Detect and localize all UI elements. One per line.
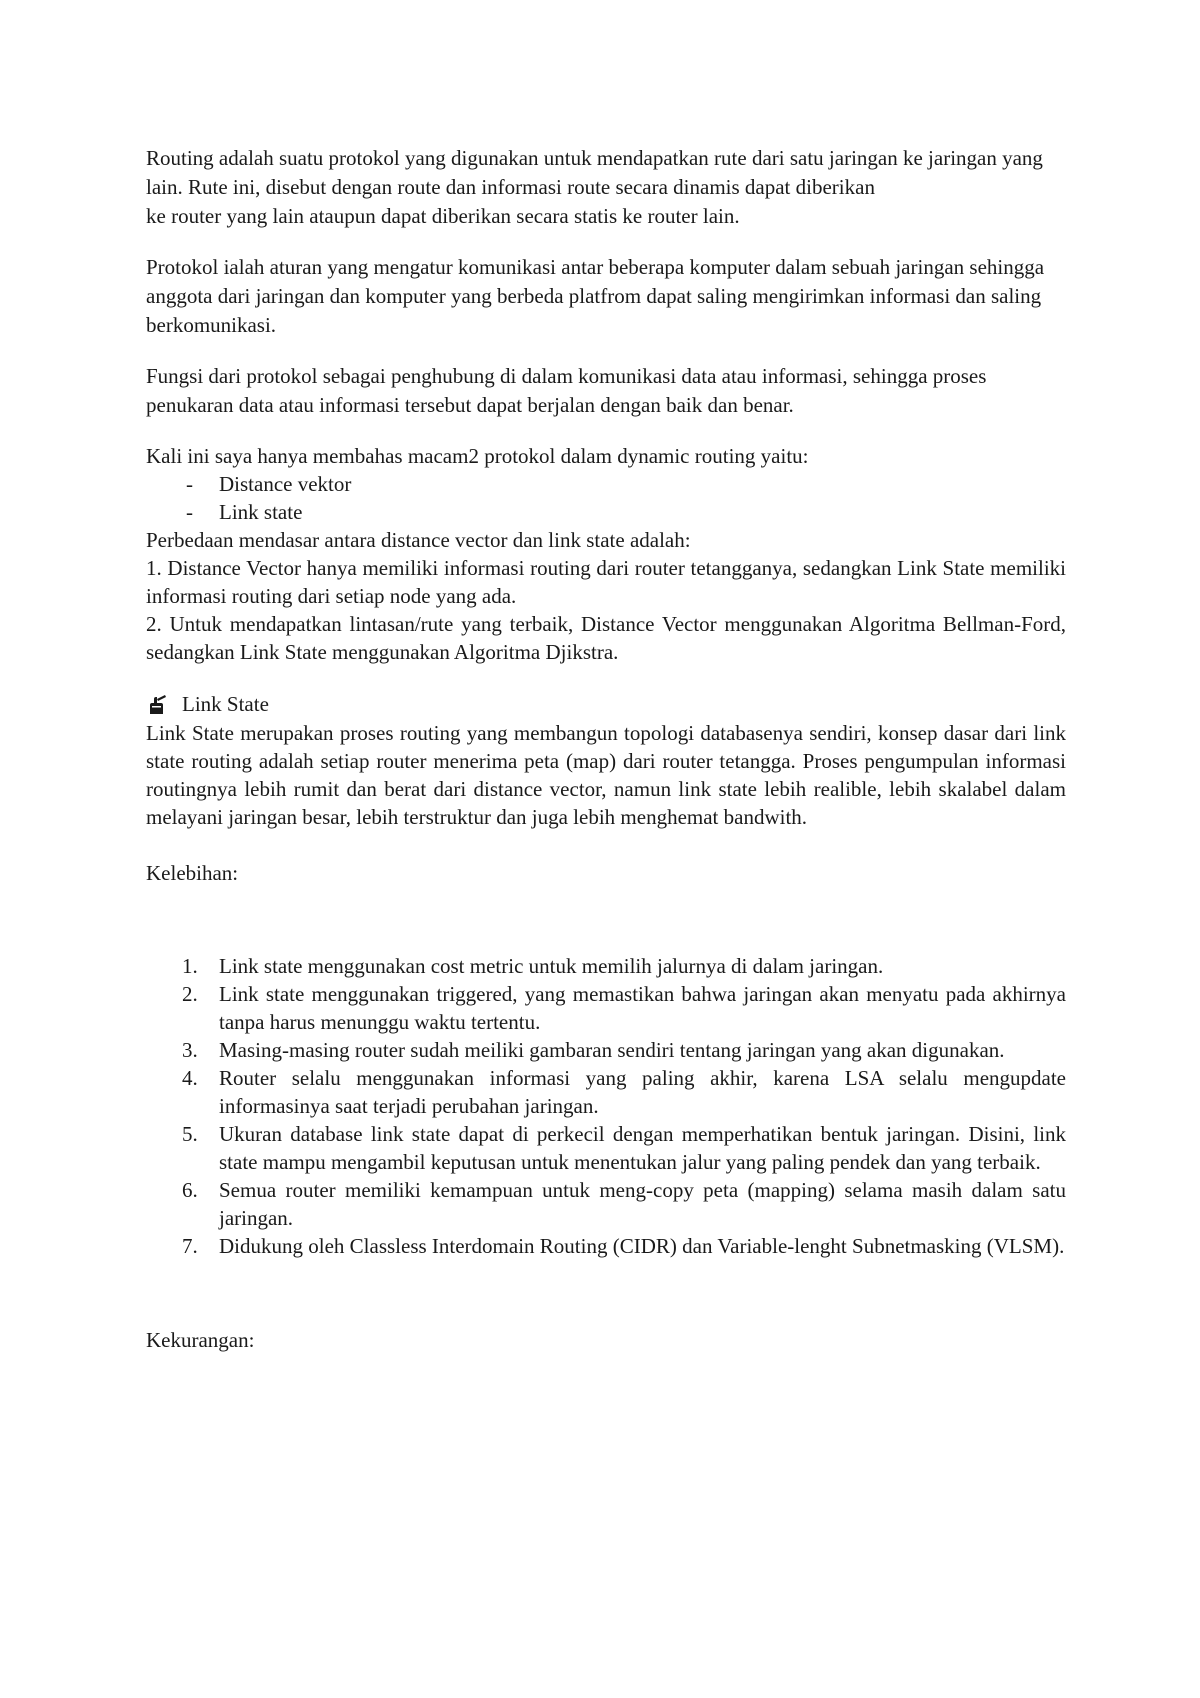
list-item-text: Link state menggunakan cost metric untuk memilih jalurnya di dalam jaringan. [219, 954, 884, 978]
dynamic-routing-intro: Kali ini saya hanya membahas macam2 protokol dalam dynamic routing yaitu: [146, 444, 809, 468]
list-item [146, 470, 1066, 498]
list-item-text: Semua router memiliki kemampuan untuk meng-copy peta (mapping) selama masih dalam satu jaringan. [219, 1178, 1066, 1230]
disadvantages-label: Kekurangan: [146, 1328, 255, 1352]
routing-definition-text-continued: ke router yang lain ataupun dapat diberikan secara statis ke router lain. [146, 204, 740, 228]
link-state-heading-text: Link State [182, 692, 269, 716]
list-item [146, 498, 1066, 526]
list-number: 2. [182, 982, 198, 1006]
link-state-description: Link State merupakan proses routing yang membangun topologi databasenya sendiri, konsep dasar dari link state routing adalah setiap router menerima peta (map) dari router tetangga. Proses pengumpulan informasi routingnya lebih rumit dan berat dari distance vector, namun link state lebih realible, lebih skalabel dalam melayani jaringan besar, lebih terstruktur dan juga lebih menghemat bandwith. [146, 721, 1066, 829]
link-state-heading [146, 690, 1066, 719]
protocol-function-paragraph: Fungsi dari protokol sebagai penghubung di dalam komunikasi data atau informasi, sehingga proses penukaran data atau informasi tersebut dapat berjalan dengan baik dan benar. [146, 364, 987, 417]
comparison-point-1: 1. Distance Vector hanya memiliki informasi routing dari router tetangganya, sedangkan Link State memiliki informasi routing dari setiap node yang ada. [146, 556, 1066, 608]
list-item [146, 1176, 1066, 1232]
list-item-text: Masing-masing router sudah meiliki gambaran sendiri tentang jaringan yang akan digunakan. [219, 1038, 1005, 1062]
list-bullet: - [186, 472, 193, 496]
list-number: 3. [182, 1038, 198, 1062]
list-item-text: Link state menggunakan triggered, yang memastikan bahwa jaringan akan menyatu pada akhirnya tanpa harus menunggu waktu tertentu. [219, 982, 1066, 1034]
list-bullet: - [186, 500, 193, 524]
advantages-label: Kelebihan: [146, 861, 239, 885]
protocol-definition-paragraph: Protokol ialah aturan yang mengatur komunikasi antar beberapa komputer dalam sebuah jaringan sehingga anggota dari jaringan dan komputer yang berbeda platfrom dapat saling mengirimkan informasi dan saling berkomunikasi. [146, 255, 1045, 337]
list-number: 4. [182, 1066, 198, 1090]
list-number: 6. [182, 1178, 198, 1202]
list-item [146, 1232, 1066, 1260]
routing-definition-text: Routing adalah suatu protokol yang digunakan untuk mendapatkan rute dari satu jaringan ke jaringan yang lain. Rute ini, disebut dengan route dan informasi route secara dinamis dapat diberikan [146, 146, 1043, 199]
list-item-text: Ukuran database link state dapat di perkecil dengan memperhatikan bentuk jaringan. Disini, link state mampu mengambil keputusan untuk menentukan jalur yang paling pendek dan yang terbaik. [219, 1122, 1066, 1174]
list-item-text: Link state [219, 500, 303, 524]
list-item [146, 980, 1066, 1036]
comparison-point-2: 2. Untuk mendapatkan lintasan/rute yang terbaik, Distance Vector menggunakan Algoritma Bellman-Ford, sedangkan Link State menggunakan Algoritma Djikstra. [146, 612, 1066, 664]
list-item [146, 1036, 1066, 1064]
list-number: 1. [182, 954, 198, 978]
pen-hand-icon [146, 694, 168, 716]
list-number: 7. [182, 1234, 198, 1258]
list-item-text: Didukung oleh Classless Interdomain Routing (CIDR) dan Variable-lenght Subnetmasking (VLSM). [219, 1234, 1065, 1258]
document-page [146, 144, 1066, 1355]
list-item [146, 952, 1066, 980]
list-item-text: Router selalu menggunakan informasi yang paling akhir, karena LSA selalu mengupdate informasinya saat terjadi perubahan jaringan. [219, 1066, 1066, 1118]
list-item-text: Distance vektor [219, 472, 352, 496]
routing-definition-paragraph [146, 144, 1066, 231]
list-number: 5. [182, 1122, 198, 1146]
comparison-intro: Perbedaan mendasar antara distance vector dan link state adalah: [146, 528, 691, 552]
routing-protocol-list [146, 470, 1066, 526]
list-item [146, 1120, 1066, 1176]
advantages-list [146, 952, 1066, 1260]
list-item [146, 1064, 1066, 1120]
